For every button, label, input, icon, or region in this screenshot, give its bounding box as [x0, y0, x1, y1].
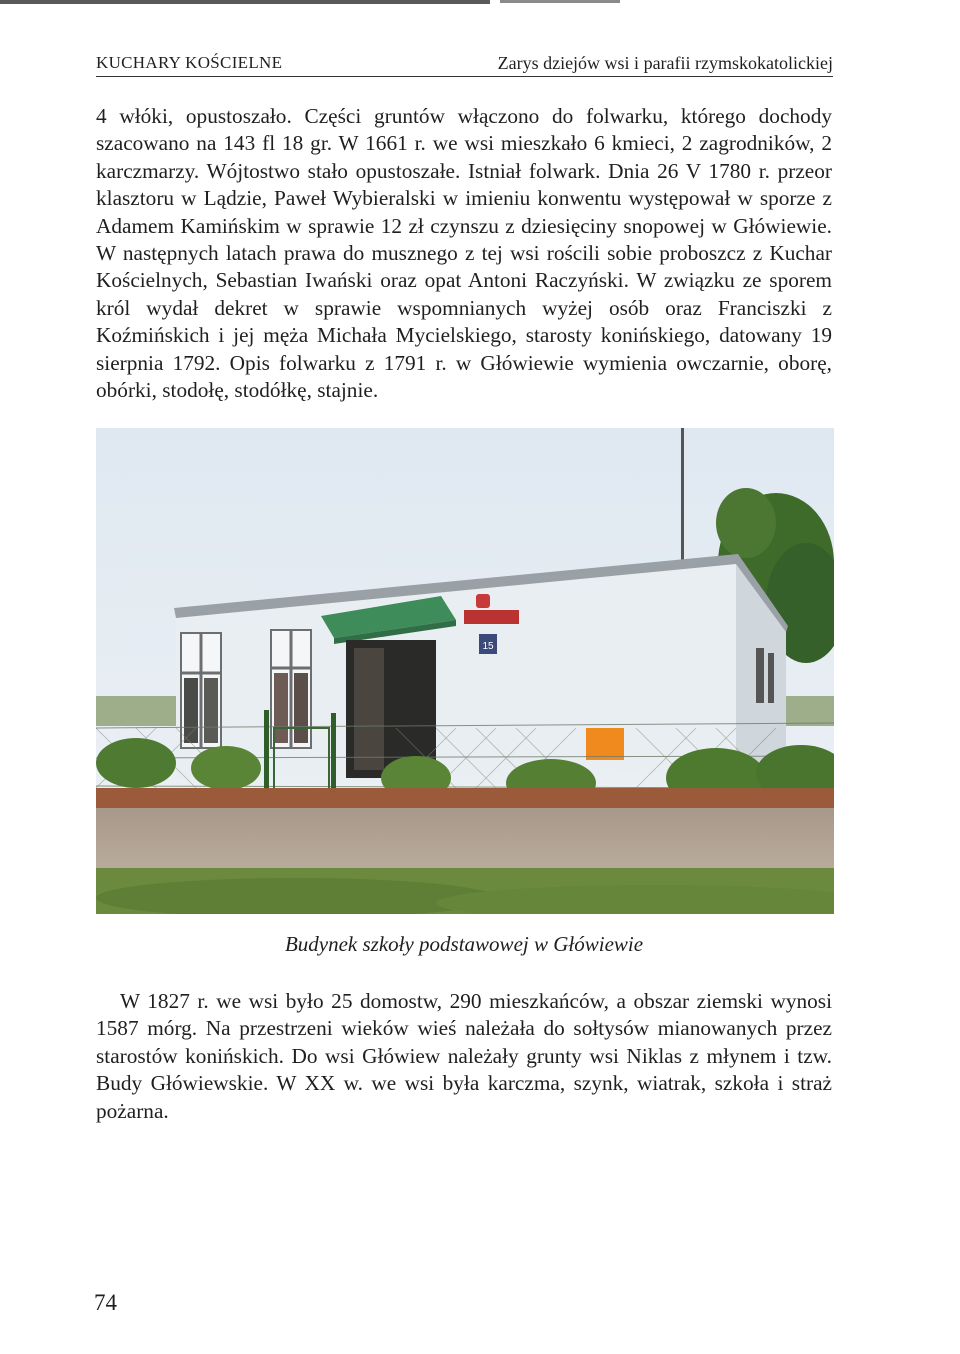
scan-edge-strip [0, 0, 490, 4]
page-number: 74 [94, 1290, 117, 1315]
header-subtitle: Zarys dziejów wsi i parafii rzymskokatolickiej [497, 53, 833, 73]
body-paragraph-2: W 1827 r. we wsi było 25 domostw, 290 mieszkańców, a obszar ziemski wynosi 1587 mórg. Na przestrzeni wieków wieś należała do sołtysów mianowanych przez starostów konińskich. Do wsi Główiew należały grunty wsi Niklas z młynem i tzw. Budy Główiewskie. W XX w. we wsi była karczma, szynk, wiatrak, szkoła i straż pożarna. [96, 989, 832, 1123]
photo-caption: Budynek szkoły podstawowej w Główiewie [284, 932, 644, 956]
running-header [96, 50, 833, 77]
scan-edge-strip [500, 0, 620, 3]
house-number-plate: 15 [482, 641, 494, 652]
header-book-title: KUCHARY KOŚCIELNE [96, 53, 283, 72]
school-building-photo [96, 428, 834, 914]
body-paragraph-1: 4 włóki, opustoszało. Części gruntów włączono do folwarku, którego dochody szacowano na 143 fl 18 gr. W 1661 r. we wsi mieszkało 6 kmieci, 2 zagrodników, 2 karczmarzy. Wójtostwo stało opustoszałe. Istniał folwark. Dnia 26 V 1780 r. przeor klasztoru w Lądzie, Paweł Wybieralski w imieniu konwentu występował w sporze z Adamem Kamińskim w sprawie 12 zł czynszu z dziesięciny snopowej w Główiewie. W następnych latach prawa do musznego z tej wsi rościli sobie proboszcz z Kuchar Kościelnych, Sebastian Iwański oraz opat Antoni Raczyński. W związku ze sporem król wydał dekret w sprawie wspomnianych wyżej osób oraz Franciszki z Koźmińskich i jej męża Michała Mycielskiego, starosty konińskiego, datowany 19 sierpnia 1792. Opis folwarku z 1791 r. w Główiewie wymienia owczarnie, oborę, obórki, stodołę, stodółkę, stajnie. [96, 104, 832, 403]
